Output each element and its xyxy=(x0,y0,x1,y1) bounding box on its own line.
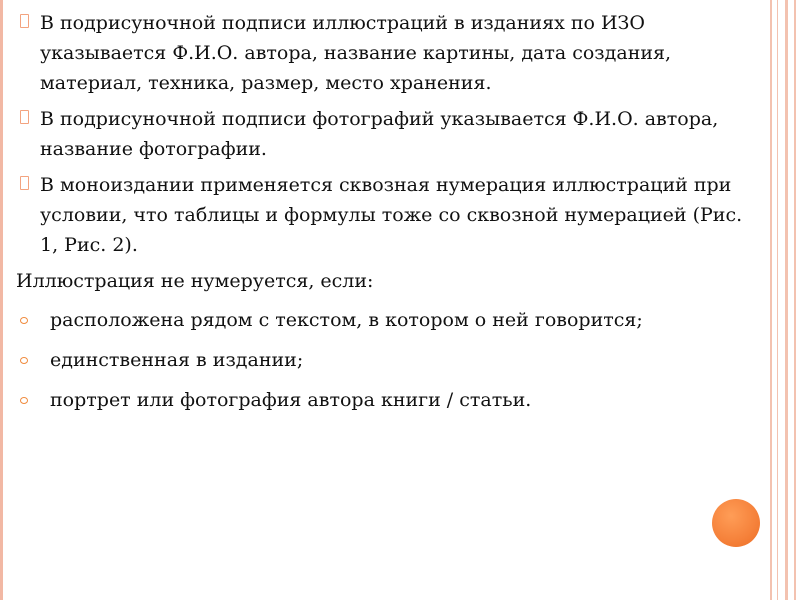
circle-bullet-icon xyxy=(20,357,28,364)
square-bullet-icon xyxy=(20,110,29,124)
left-accent-bar xyxy=(0,0,3,600)
frame-line xyxy=(777,0,778,600)
frame-line xyxy=(794,0,796,600)
bullet-item xyxy=(16,8,764,98)
orange-circle-decoration xyxy=(712,499,760,547)
bullet-text: В подрисуночной подписи фотографий указывается Ф.И.О. автора, название фотографии. xyxy=(40,108,719,160)
square-bullet-icon xyxy=(20,176,29,190)
bullet-text: В моноиздании применяется сквозная нумерация иллюстраций при условии, что таблицы и формулы тоже со сквозной нумерацией (Рис. 1, Рис. 2). xyxy=(40,174,743,256)
bullet-item xyxy=(16,170,764,260)
square-bullet-icon xyxy=(20,14,29,28)
slide-body xyxy=(16,8,764,425)
bullet-text: В подрисуночной подписи иллюстраций в изданиях по ИЗО указывается Ф.И.О. автора, название картины, дата создания, материал, техника, размер, место хранения. xyxy=(40,12,672,94)
sub-bullet-item xyxy=(16,305,764,335)
frame-line xyxy=(785,0,788,600)
frame-line xyxy=(770,0,772,600)
sub-bullet-item xyxy=(16,385,764,415)
sub-bullet-text: портрет или фотография автора книги / статьи. xyxy=(50,389,532,411)
circle-bullet-icon xyxy=(20,317,28,324)
sub-bullet-item xyxy=(16,345,764,375)
condition-heading: Иллюстрация не нумеруется, если: xyxy=(16,270,374,292)
sub-bullet-text: единственная в издании; xyxy=(50,349,304,371)
sub-bullet-text: расположена рядом с текстом, в котором о ней говорится; xyxy=(50,309,643,331)
bullet-item xyxy=(16,104,764,164)
circle-bullet-icon xyxy=(20,397,28,404)
